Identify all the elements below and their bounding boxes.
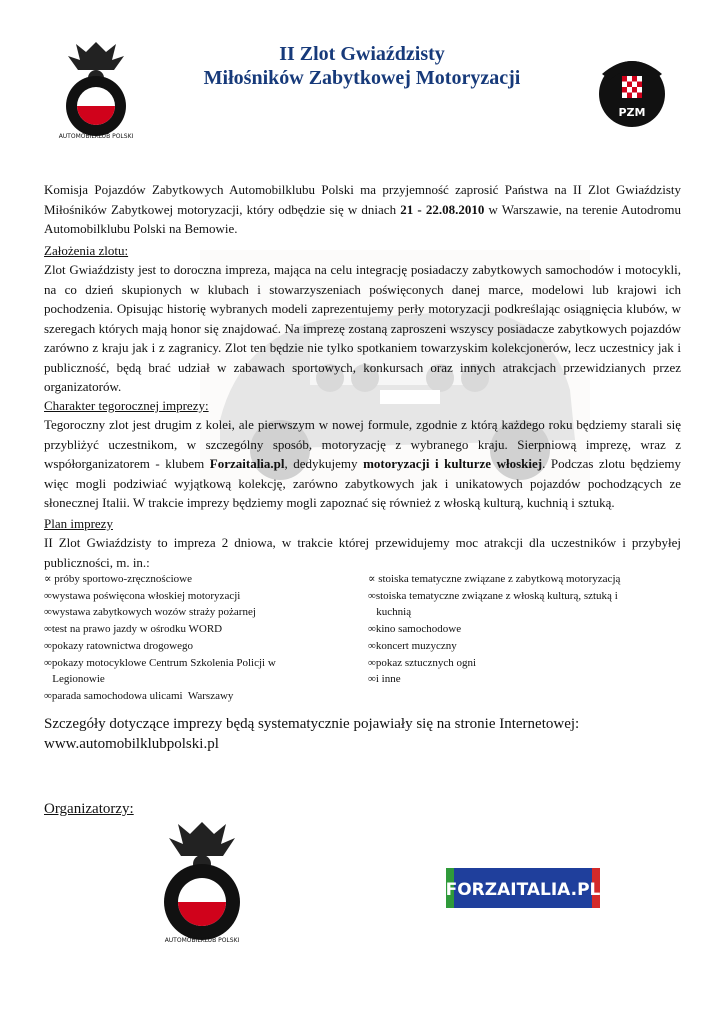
- forzaitalia-logo-text: FORZAITALIA.PL: [446, 880, 600, 900]
- character-text-c: . Podczas zlotu będziemy więc mogli podziwiać wyjątkową kolekcję, zarówno zabytkowych jak i unikatowych pojazdów pochodzących ze słonecznej Italii. W trakcie imprezy będziemy mogli zapoznać się również z włoską kulturą, kuchnią i sztuką.: [44, 456, 681, 510]
- list-item: ∞wystawa poświęcona włoskiej motoryzacji: [44, 589, 241, 602]
- automobilklub-polski-organizer-logo: [156, 818, 248, 944]
- list-item: ∞pokazy motocyklowe Centrum Szkolenia Policji w: [44, 656, 276, 669]
- details-line: Szczegóły dotyczące imprezy będą systematycznie pojawiały się na stronie Internetowej:: [44, 716, 580, 732]
- list-item: ∝ próby sportowo-zręcznościowe: [44, 573, 192, 585]
- section-heading-character: Charakter tegorocznej imprezy:: [44, 398, 209, 413]
- club-name: Forzaitalia.pl: [209, 456, 285, 471]
- character-text-a: Tegoroczny zlot jest drugim z kolei, ale pierwszym w nowej formule, zgodnie z którą każdego roku będziemy starali się przybliżyć uczestnikom, w szczególny sposób, motoryzację z wybranego kraju. Sierpniową imprezę, wraz z współorganizatorem - klubem: [44, 417, 681, 471]
- list-item: ∞kino samochodowe: [368, 623, 462, 636]
- section-assumptions-text: Zlot Gwiaździsty jest to doroczna impreza, mająca na celu integrację posiadaczy zabytkowych samochodów i motocykli, na co dzień skupionych w klubach i stowarzyszeniach poświęconych danej marce, modelowi lub krajowi ich pochodzenia. Opisując historię wybranych modeli zaprezentujemy perły motoryzacji podkreślając osiągnięcia klubów, w szeregach których mają honor się znajdować. Na imprezę zostaną zaproszeni wszyscy posiadacze zabytkowych pojazdów zarówno z kraju jak i z zagranicy. Zlot ten będzie nie tylko spotkaniem towarzyskim kolekcjonerów, lecz uczestnicy jak i publiczność, będą brać udział w zabawach sportowych, konkursach oraz innych atrakcjach przewidzianych przez organizatorów.: [44, 262, 681, 394]
- intro-text-before: Komisja Pojazdów Zabytkowych Automobilklubu Polski ma przyjemność zaprosić Państwa na II Zlot Gwiaździsty Miłośników Zabytkowej motoryzacji, który odbędzie się w dniach: [44, 182, 681, 217]
- list-item: Legionowie: [44, 673, 105, 686]
- section-plan-text: II Zlot Gwiaździsty to impreza 2 dniowa, w trakcie której przewidujemy moc atrakcji dla uczestników i przybyłej publiczności, m. in.:: [44, 535, 681, 570]
- list-item: ∞parada samochodowa ulicami Warszawy: [44, 689, 234, 702]
- intro-paragraph: [44, 180, 681, 239]
- theme-name: motoryzacji i kulturze włoskiej: [363, 456, 543, 471]
- title-line-1: II Zlot Gwiaździsty: [279, 43, 445, 65]
- list-item: ∞wystawa zabytkowych wozów straży pożarnej: [44, 606, 256, 619]
- page-title: [150, 42, 574, 90]
- event-dates: 21 - 22.08.2010: [400, 201, 485, 217]
- character-text-b: , dedykujemy: [284, 456, 364, 471]
- list-item: ∞stoiska tematyczne związane z włoską kulturą, sztuką i: [368, 589, 618, 602]
- attractions-list-right: [368, 571, 668, 688]
- logo-left-text: AUTOMOBILKLUB POLSKI: [58, 133, 134, 138]
- section-heading-plan: Plan imprezy: [44, 516, 113, 531]
- attractions-list-left: [44, 571, 344, 705]
- intro-text-after: w Warszawie, na terenie Autodromu Automobilklubu Polski na Bemowie.: [44, 201, 681, 236]
- list-item: kuchnią: [368, 606, 412, 619]
- website-url: www.automobilklubpolski.pl: [44, 736, 219, 752]
- forzaitalia-logo: [446, 868, 600, 908]
- list-item: ∞test na prawo jazdy w ośrodku WORD: [44, 623, 223, 636]
- section-character-text: [44, 415, 681, 513]
- list-item: ∞koncert muzyczny: [368, 639, 457, 652]
- list-item: ∞i inne: [368, 673, 401, 686]
- list-item: ∞pokazy ratownictwa drogowego: [44, 639, 193, 652]
- title-line-2: Miłośników Zabytkowej Motoryzacji: [203, 67, 521, 89]
- section-heading-assumptions: Założenia zlotu:: [44, 243, 129, 258]
- list-item: ∝ stoiska tematyczne związane z zabytkową motoryzacją: [368, 573, 621, 585]
- list-item: ∞pokaz sztucznych ogni: [368, 656, 477, 669]
- pzm-logo: [596, 52, 668, 130]
- automobilklub-polski-logo: [56, 38, 136, 138]
- organizer-logo1-text: AUTOMOBILKLUB POLSKI: [164, 937, 240, 944]
- pzm-logo-text: PZM: [618, 106, 646, 119]
- details-note: [44, 714, 684, 754]
- organizers-label: Organizatorzy:: [44, 801, 134, 817]
